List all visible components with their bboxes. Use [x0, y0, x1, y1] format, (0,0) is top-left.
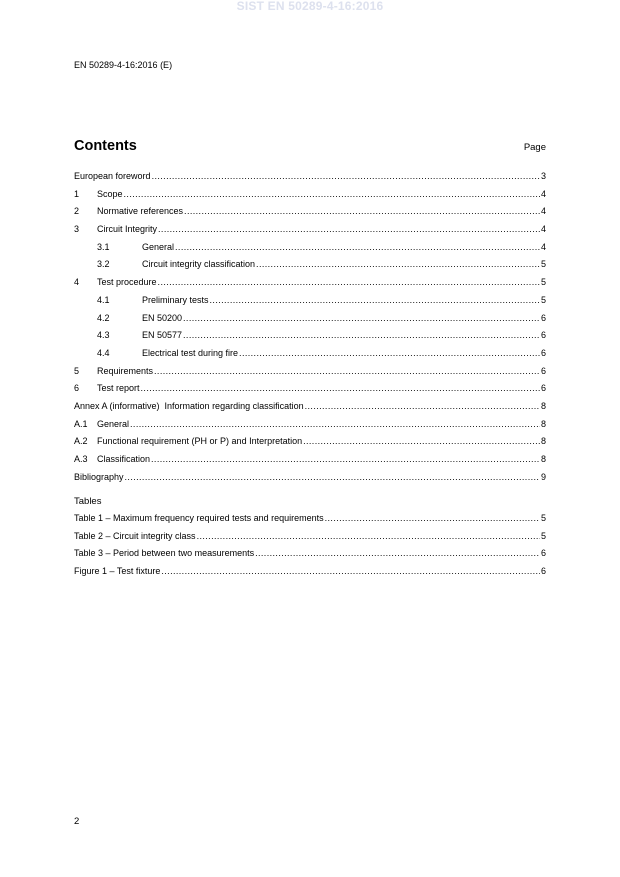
toc-entry-title: EN 50577	[142, 330, 183, 341]
toc-entry-title: Circuit integrity classification	[142, 259, 256, 270]
toc-entry-number: 4.2	[97, 312, 110, 323]
table-entry-table-3[interactable]	[74, 548, 546, 566]
toc-leader-dots	[210, 295, 540, 306]
toc-entry-page: 4	[540, 224, 546, 235]
table-entry-page: 5	[540, 513, 546, 523]
toc-leader-dots	[130, 419, 540, 430]
toc-entry-circuit-integrity[interactable]	[74, 224, 546, 242]
toc-entry-page: 6	[540, 312, 546, 323]
toc-leader-dots	[151, 454, 540, 465]
toc-entry-number: 6	[74, 383, 80, 394]
toc-entry-test-report[interactable]	[74, 383, 546, 401]
table-entry-page: 6	[540, 566, 546, 577]
toc-entry-page: 8	[540, 436, 546, 447]
toc-entry-page: 6	[540, 347, 546, 358]
toc-entry-number: 5	[74, 365, 80, 376]
contents-heading: Contents	[74, 138, 137, 154]
toc-entry-title: General	[142, 241, 175, 252]
toc-entry-page: 9	[540, 471, 546, 482]
document-id: EN 50289-4-16:2016 (E)	[74, 60, 173, 70]
table-entry-page: 6	[540, 548, 546, 559]
toc-entry-number: 4	[74, 277, 80, 288]
toc-entry-title: Bibliography	[74, 471, 124, 482]
toc-entry-number: 4.4	[97, 347, 110, 358]
toc-entry-number: 1	[74, 188, 80, 199]
tables-heading: Tables	[74, 496, 102, 507]
toc-entry-number: 3	[74, 224, 80, 235]
toc-entry-number: A.1	[74, 418, 88, 429]
toc-entry-number: 3.1	[97, 241, 110, 252]
toc-entry-page: 4	[540, 188, 546, 199]
table-of-contents	[74, 171, 546, 489]
toc-leader-dots	[183, 313, 540, 324]
toc-entry-en-50200[interactable]	[74, 313, 546, 331]
toc-leader-dots	[158, 224, 540, 235]
toc-entry-page: 5	[540, 277, 546, 288]
page-number: 2	[74, 816, 80, 827]
toc-leader-dots	[161, 566, 540, 577]
toc-entry-annex-a[interactable]	[74, 401, 546, 419]
toc-leader-dots	[124, 189, 540, 200]
toc-leader-dots	[325, 513, 540, 524]
table-entry-title: Table 3 – Period between two measurements	[74, 548, 255, 559]
toc-entry-page: 4	[540, 206, 546, 217]
toc-entry-number: 3.2	[97, 259, 110, 270]
toc-leader-dots	[141, 383, 540, 394]
toc-entry-title: Normative references	[97, 206, 184, 217]
toc-entry-title: Test procedure	[97, 277, 157, 288]
table-entry-table-1[interactable]	[74, 513, 546, 531]
toc-entry-title: Functional requirement (PH or P) and Interpretation	[97, 436, 303, 447]
toc-leader-dots	[125, 472, 540, 483]
watermark: SIST EN 50289-4-16:2016	[236, 0, 384, 13]
list-of-tables	[74, 513, 546, 584]
table-entry-title: Table 2 – Circuit integrity class	[74, 530, 196, 541]
table-entry-table-2[interactable]	[74, 531, 546, 549]
toc-entry-general[interactable]	[74, 242, 546, 260]
toc-entry-title: Scope	[97, 188, 123, 199]
toc-entry-title: Circuit Integrity	[97, 224, 158, 235]
toc-entry-number: 2	[74, 206, 80, 217]
table-entry-title: Table 1 – Maximum frequency required tests and requirements	[74, 513, 324, 523]
toc-entry-a1-general[interactable]	[74, 419, 546, 437]
toc-leader-dots	[184, 206, 540, 217]
toc-entry-bibliography[interactable]	[74, 472, 546, 490]
toc-leader-dots	[175, 242, 540, 253]
toc-entry-page: 4	[540, 241, 546, 252]
toc-entry-title: European foreword	[74, 171, 151, 181]
toc-entry-requirements[interactable]	[74, 366, 546, 384]
toc-entry-electrical-test[interactable]	[74, 348, 546, 366]
toc-leader-dots	[152, 171, 540, 182]
table-entry-title: Figure 1 – Test fixture	[74, 566, 161, 577]
toc-entry-page: 8	[540, 454, 546, 464]
toc-entry-page: 6	[540, 365, 546, 376]
toc-entry-scope[interactable]	[74, 189, 546, 207]
toc-entry-page: 6	[540, 330, 546, 341]
toc-entry-preliminary-tests[interactable]	[74, 295, 546, 313]
toc-leader-dots	[255, 548, 540, 559]
toc-entry-page: 8	[540, 400, 546, 411]
toc-entry-title: Electrical test during fire	[142, 347, 239, 358]
toc-entry-number: 4.3	[97, 330, 110, 341]
toc-entry-normative-references[interactable]	[74, 206, 546, 224]
toc-entry-title: Test report	[97, 383, 140, 394]
toc-leader-dots	[197, 531, 540, 542]
toc-entry-page: 5	[540, 294, 546, 305]
toc-leader-dots	[183, 330, 540, 341]
table-entry-figure-1[interactable]	[74, 566, 546, 584]
toc-entry-page: 3	[540, 171, 546, 181]
toc-entry-test-procedure[interactable]	[74, 277, 546, 295]
toc-entry-page: 8	[540, 418, 546, 429]
toc-leader-dots	[305, 401, 540, 412]
toc-entry-title: Requirements	[97, 365, 154, 376]
toc-entry-a2-functional-requirement[interactable]	[74, 436, 546, 454]
toc-leader-dots	[256, 259, 540, 270]
toc-entry-a3-classification[interactable]	[74, 454, 546, 472]
toc-entry-number: A.2	[74, 436, 88, 447]
toc-entry-number: A.3	[74, 454, 88, 464]
toc-entry-title: Classification	[97, 454, 151, 464]
table-entry-page: 5	[540, 530, 546, 541]
toc-entry-title: Preliminary tests	[142, 294, 209, 305]
toc-entry-en-50577[interactable]	[74, 330, 546, 348]
toc-entry-title: Annex A (informative) Information regarding classification	[74, 400, 304, 411]
page-column-heading: Page	[523, 142, 546, 153]
toc-entry-page: 6	[540, 383, 546, 394]
toc-entry-page: 5	[540, 259, 546, 270]
toc-leader-dots	[158, 277, 540, 288]
toc-entry-title: EN 50200	[142, 312, 183, 323]
toc-entry-title: General	[97, 418, 130, 429]
toc-leader-dots	[239, 348, 540, 359]
toc-entry-number: 4.1	[97, 294, 110, 305]
toc-leader-dots	[154, 366, 540, 377]
toc-leader-dots	[303, 436, 540, 447]
toc-entry-european-foreword[interactable]	[74, 171, 546, 189]
toc-entry-circuit-integrity-classification[interactable]	[74, 259, 546, 277]
